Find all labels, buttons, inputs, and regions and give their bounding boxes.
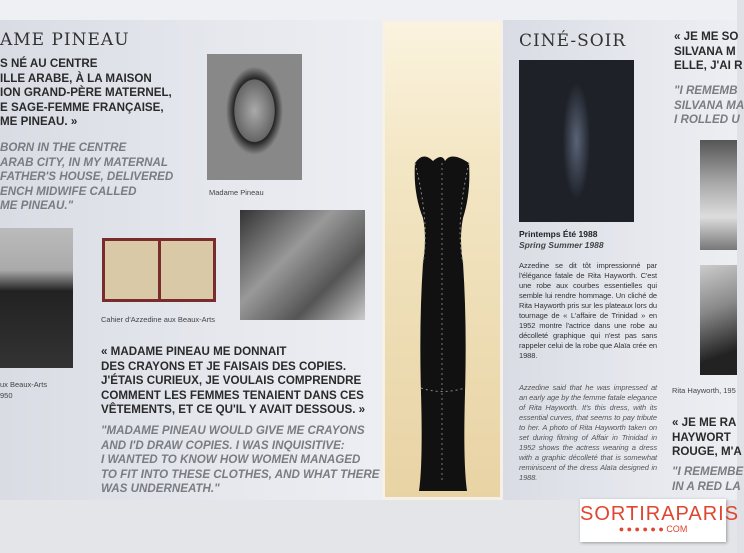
quote-line: FATHER'S HOUSE, DELIVERED xyxy=(0,170,174,184)
right-quote2-en xyxy=(672,465,744,494)
quote-line: VÊTEMENTS, ET CE QU'IL Y AVAIT DESSOUS. » xyxy=(101,403,366,417)
right-quote2-fr xyxy=(672,416,742,460)
watermark-logo xyxy=(580,499,740,542)
dress-title-fr: Printemps Été 1988 xyxy=(519,229,598,239)
quote-line: "I REMEMB xyxy=(674,84,738,97)
quote-line: TO FIT INTO THESE CLOTHES, AND WHAT THERE xyxy=(101,467,380,481)
quote-fr xyxy=(0,57,172,130)
quote-line: SILVANA MA xyxy=(674,98,744,112)
quote-line: IN A RED LA xyxy=(672,479,741,493)
quote-line: ENCH MIDWIFE CALLED xyxy=(0,184,137,198)
right-quote-fr xyxy=(674,30,743,74)
quote-line: BORN IN THE CENTRE xyxy=(0,141,127,154)
notebook-photo xyxy=(102,238,216,302)
quote-en xyxy=(0,141,173,214)
quote-line: WAS UNDERNEATH." xyxy=(101,482,220,496)
rita-caption: Rita Hayworth, 195 xyxy=(672,386,736,395)
quote-line: ION GRAND-PÈRE MATERNEL, xyxy=(0,86,172,100)
quote-line: ARAB CITY, IN MY MATERNAL xyxy=(0,155,168,169)
quote-line: ILLE ARABE, À LA MAISON xyxy=(0,71,152,85)
quote-line: « MADAME PINEAU ME DONNAIT xyxy=(101,345,287,358)
right-quote-en xyxy=(674,84,744,128)
quote-line: ME PINEAU." xyxy=(0,199,74,213)
watermark-sub: COM xyxy=(666,524,688,534)
quote-line: ROUGE, M'A xyxy=(672,445,742,459)
description-en: Azzedine said that he was impressed at an early age by the femme fatale elegance of Rita Hayworth. It's this dress, with its essential curves, that seems to pay tribute to her. A photo of Rita Hayworth taken on set during filming of Affair in Trinidad in 1952 shows the actress wearing a dress with a graphic décolleté that is somewhat reminiscent of the dress Alaïa designed in 1988. xyxy=(519,383,657,482)
notebook-page xyxy=(161,241,214,299)
quote-line: I ROLLED U xyxy=(674,113,740,127)
caption-line: ux Beaux-Arts xyxy=(0,380,48,389)
panel-title: CINÉ-SOIR xyxy=(519,31,627,51)
display-case xyxy=(382,20,503,500)
quote-line: "I REMEMBE xyxy=(672,465,744,478)
panel-title: AME PINEAU xyxy=(0,30,130,50)
quote-line: SILVANA M xyxy=(674,44,736,58)
notebook-page xyxy=(105,241,158,299)
quote-line: "MADAME PINEAU WOULD GIVE ME CRAYONS xyxy=(101,424,365,437)
watermark-dots: ● ● ● ● ● ● COM xyxy=(618,524,688,534)
boy-photo xyxy=(0,228,73,368)
quote2-fr xyxy=(101,345,365,418)
ceiling xyxy=(0,0,737,20)
quote-line: « JE ME SO xyxy=(674,30,739,43)
description-fr: Azzedine se dit tôt impressionné par l'élégance fatale de Rita Hayworth. C'est une robe aux courbes essentielles qui semble lui rendre hommage. Un cliché de Rita Hayworth pris sur les plateaux lors du tournage de « L'affaire de Trinidad » en 1952 montre l'actrice dans une robe au décolleté graphique qui n'est pas sans rappeler celui de la robe que Alaïa crée en 1988. xyxy=(519,261,657,360)
quote-line: HAYWORT xyxy=(672,430,731,444)
dress-photo xyxy=(519,60,634,222)
quote-line: E SAGE-FEMME FRANÇAISE, xyxy=(0,100,164,114)
boy-caption xyxy=(0,379,47,401)
quote-line: AND I'D DRAW COPIES. I WAS INQUISITIVE: xyxy=(101,438,345,452)
rita-hayworth-photo xyxy=(700,265,737,375)
quote-line: DES CRAYONS ET JE FAISAIS DES COPIES. xyxy=(101,359,347,373)
quote-line: COMMENT LES FEMMES TENAIENT DANS CES xyxy=(101,388,364,402)
portrait-caption: Madame Pineau xyxy=(209,188,264,197)
dress-title-en: Spring Summer 1988 xyxy=(519,240,604,250)
quote-line: S NÉ AU CENTRE xyxy=(0,57,98,70)
watermark-text: SORTIRAPARIS xyxy=(580,503,740,525)
quote2-en xyxy=(101,424,379,497)
portrait-photo xyxy=(207,54,302,180)
quote-line: ME PINEAU. » xyxy=(0,115,78,129)
quote-line: ELLE, J'AI R xyxy=(674,59,743,73)
crowd-photo xyxy=(240,210,365,320)
notebook-caption: Cahier d'Azzedine aux Beaux-Arts xyxy=(101,315,215,324)
quote-line: I WANTED TO KNOW HOW WOMEN MANAGED xyxy=(101,453,361,467)
black-dress xyxy=(385,23,500,497)
caption-line: 950 xyxy=(0,391,13,400)
man-photo xyxy=(700,140,737,250)
quote-line: J'ÉTAIS CURIEUX, JE VOULAIS COMPRENDRE xyxy=(101,374,362,388)
quote-line: « JE ME RA xyxy=(672,416,737,429)
